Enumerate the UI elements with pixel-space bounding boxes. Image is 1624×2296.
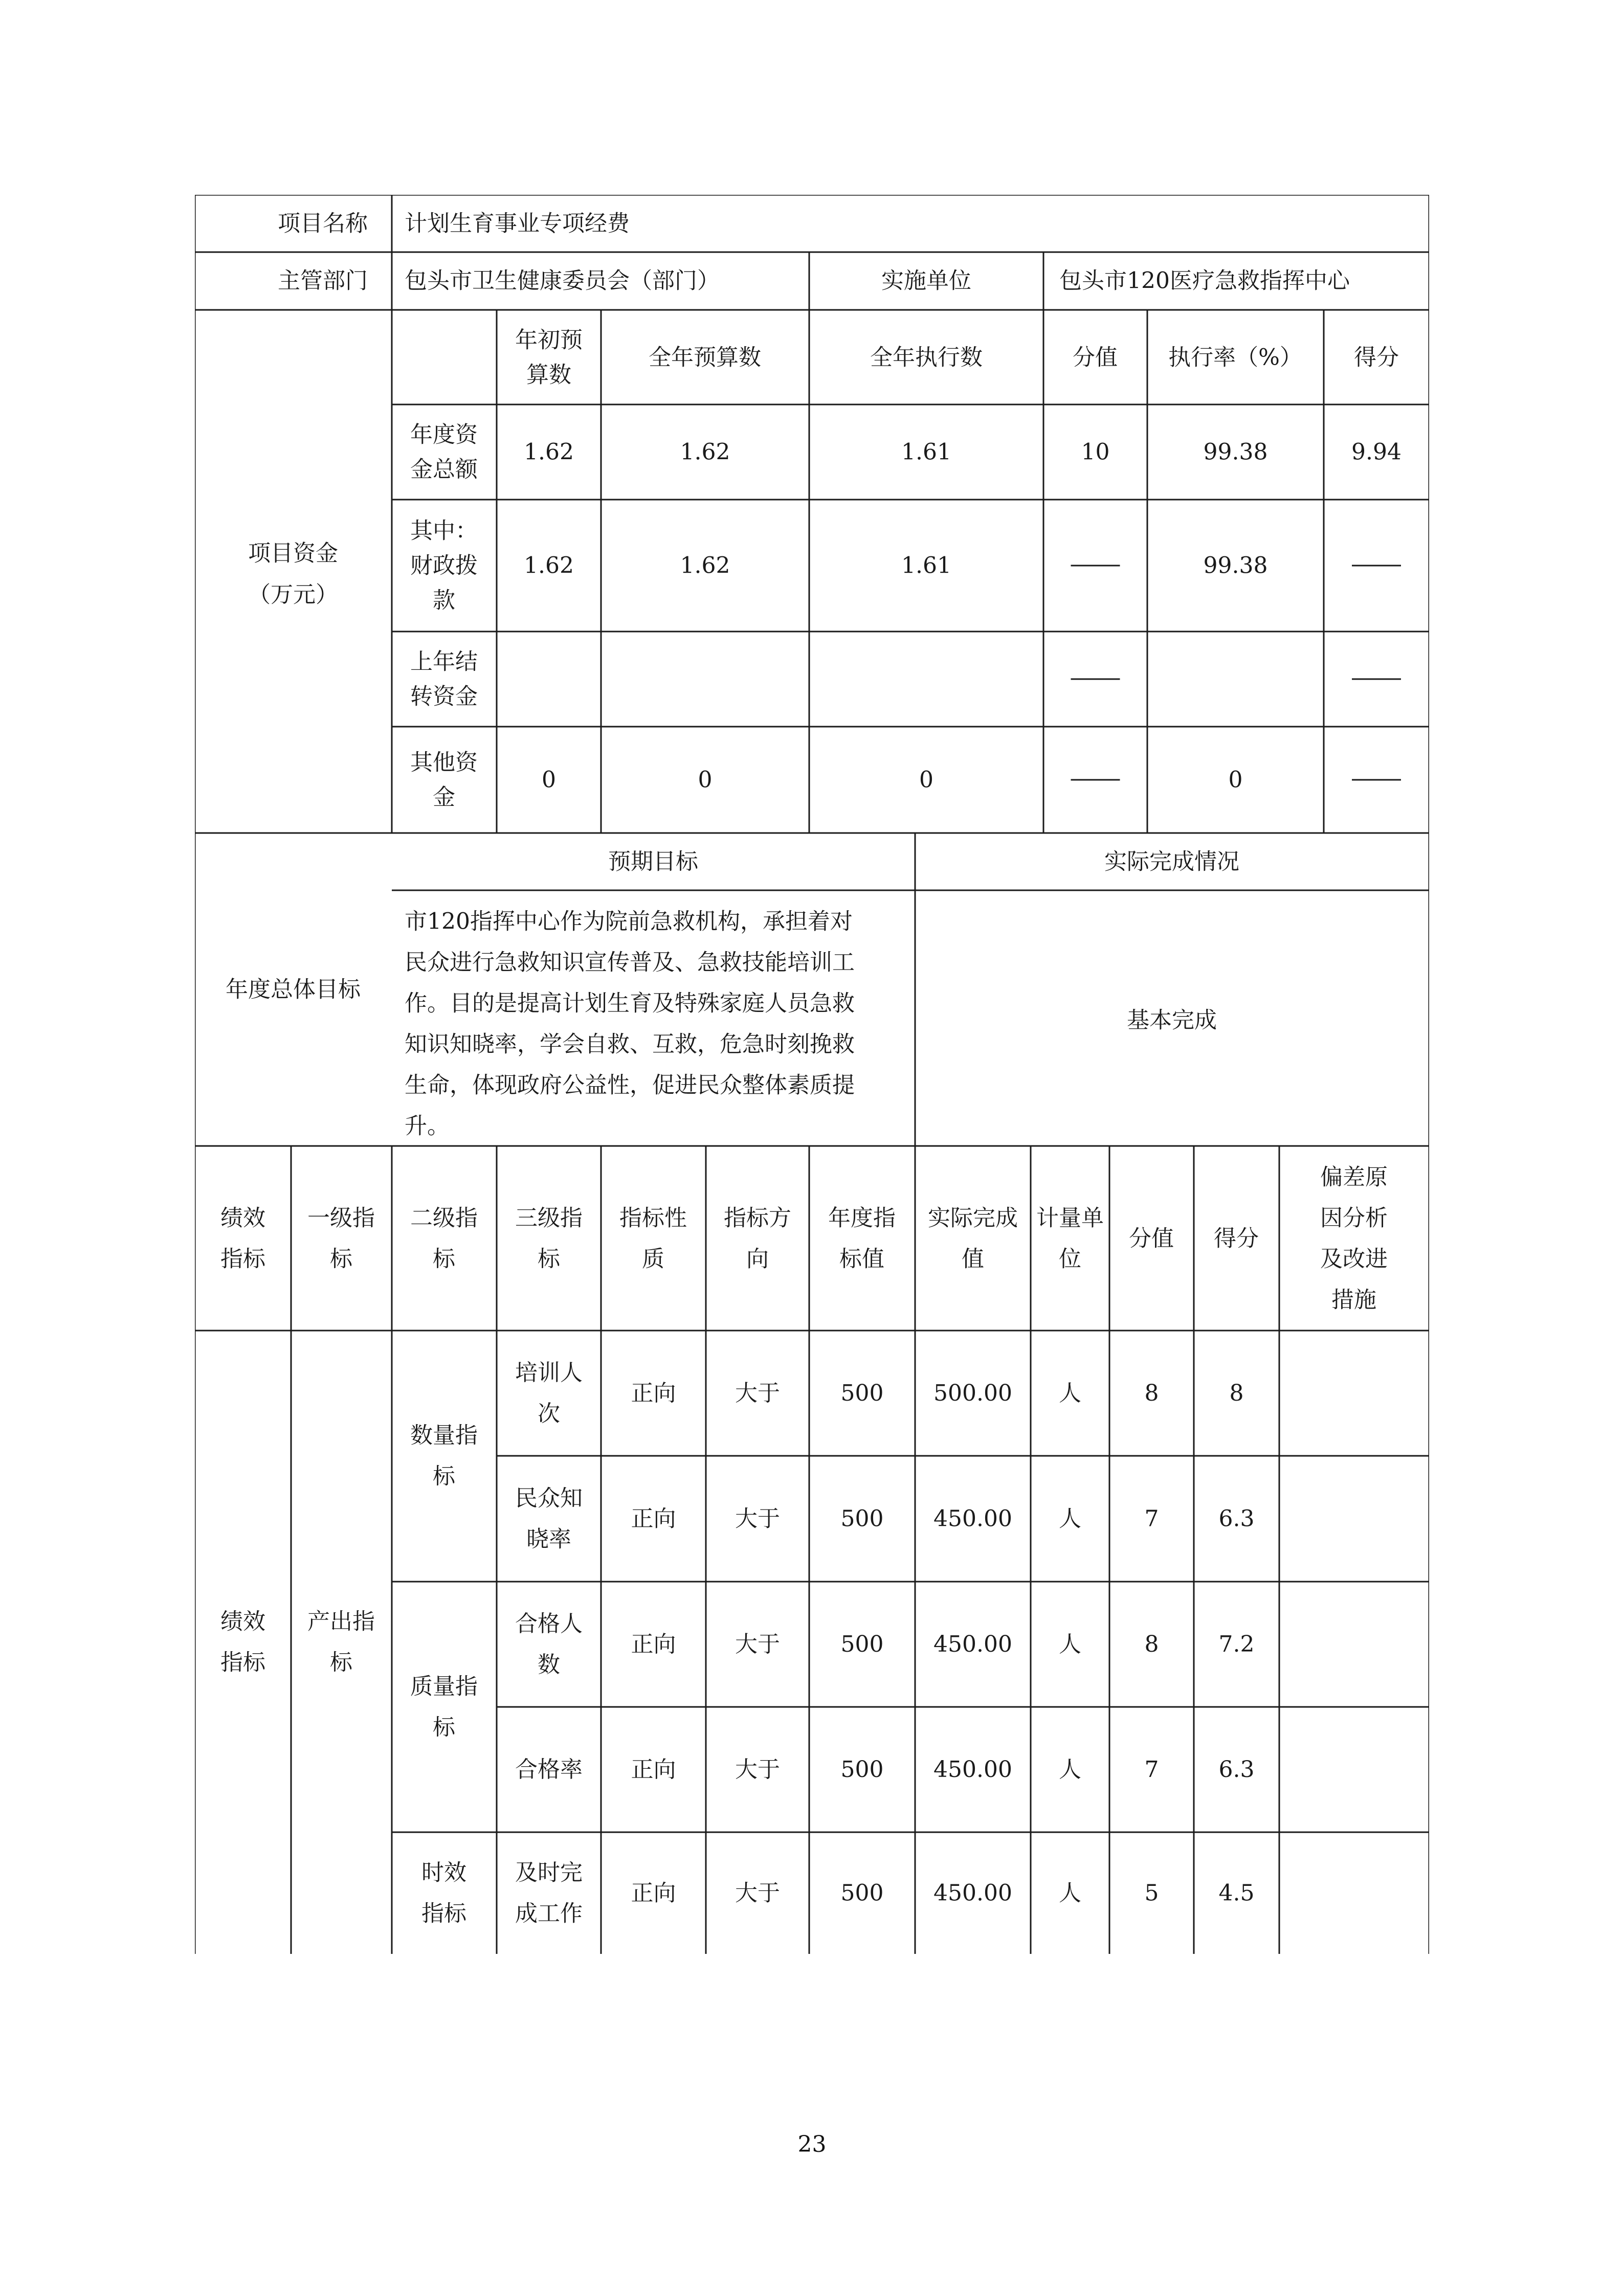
- indicator-cell-nature: 正向: [631, 1505, 676, 1532]
- funds-label-line: （万元）: [248, 581, 338, 608]
- level3-indicator: 成工作: [515, 1900, 583, 1927]
- fund-cell-initial: 1.62: [524, 552, 574, 579]
- indicator-cell-unit: 人: [1059, 1880, 1081, 1906]
- hdr-level3: 标: [538, 1246, 560, 1272]
- fund-row-label: 其中：: [410, 517, 478, 544]
- indicator-cell-unit: 人: [1059, 1757, 1081, 1783]
- indicator-cell-score: 4.5: [1218, 1880, 1255, 1906]
- indicator-cell-direction: 大于: [735, 1880, 780, 1906]
- hdr-level1: 标: [330, 1246, 352, 1272]
- indicator-cell-direction: 大于: [735, 1757, 780, 1783]
- indicator-cell-target: 500: [840, 1880, 884, 1906]
- hdr-unit: 计量单: [1036, 1205, 1104, 1231]
- fund-cell-initial: 0: [542, 767, 556, 793]
- indicator-cell-target: 500: [840, 1757, 884, 1783]
- indicator-cell-target: 500: [840, 1505, 884, 1532]
- level3-indicator: 合格率: [515, 1757, 583, 1783]
- indicator-cell-score: 7.2: [1218, 1631, 1255, 1657]
- hdr-direction: 向: [746, 1246, 769, 1272]
- hdr-perf: 指标: [220, 1246, 265, 1272]
- fund-cell-rate: 99.38: [1203, 439, 1268, 465]
- hdr-level2: 标: [433, 1246, 455, 1272]
- indicator-cell-score: 6.3: [1218, 1505, 1255, 1532]
- goal-line: 民众进行急救知识宣传普及、急救技能培训工: [405, 949, 855, 976]
- col-annual-budget: 全年预算数: [649, 344, 761, 371]
- level3-indicator: 及时完: [515, 1859, 583, 1886]
- fund-cell-score: 9.94: [1351, 439, 1401, 465]
- goal-line: 作。目的是提高计划生育及特殊家庭人员急救: [405, 990, 855, 1017]
- indicator-cell-actual: 450.00: [933, 1880, 1012, 1906]
- timeliness-indicator-label: 时效: [421, 1859, 466, 1886]
- perf-label: 指标: [220, 1649, 265, 1676]
- fund-cell-executed: 0: [919, 767, 933, 793]
- hdr-level2: 二级指: [410, 1205, 478, 1231]
- col-execution-rate: 执行率（%）: [1168, 344, 1302, 371]
- col-score-value: 分值: [1073, 344, 1118, 371]
- level3-indicator: 次: [538, 1401, 560, 1427]
- hdr-target: 年度指: [828, 1205, 896, 1231]
- page-number: 23: [797, 2131, 827, 2157]
- hdr-nature: 指标性: [619, 1205, 687, 1231]
- funds-column-headers: [515, 327, 1399, 388]
- indicator-cell-unit: 人: [1059, 1631, 1081, 1657]
- department: 包头市卫生健康委员会（部门）: [405, 267, 720, 294]
- hdr-deviation: 偏差原: [1320, 1164, 1388, 1190]
- level3-indicator: 合格人: [515, 1611, 583, 1637]
- hdr-target: 标值: [839, 1246, 884, 1272]
- hdr-actual: 实际完成: [928, 1205, 1018, 1231]
- fund-row-label: 财政拨: [410, 552, 478, 579]
- hdr-score-value: 分值: [1129, 1225, 1174, 1252]
- goal-line: 生命，体现政府公益性，促进民众整体素质提: [405, 1072, 855, 1098]
- fund-row-label: 转资金: [410, 683, 478, 710]
- hdr-nature: 质: [642, 1246, 664, 1272]
- hdr-direction: 指标方: [724, 1205, 791, 1231]
- indicator-headers: [220, 1164, 1388, 1313]
- indicator-cell-direction: 大于: [735, 1631, 780, 1657]
- indicator-cell-score-value: 8: [1144, 1631, 1159, 1657]
- hdr-unit: 位: [1059, 1246, 1081, 1272]
- indicator-cell-nature: 正向: [631, 1631, 676, 1657]
- indicator-cell-score: 6.3: [1218, 1757, 1255, 1783]
- fund-cell-rate: 99.38: [1203, 552, 1268, 579]
- goal-line: 升。: [405, 1113, 450, 1139]
- project-name: 计划生育事业专项经费: [405, 210, 630, 237]
- indicator-cell-direction: 大于: [735, 1380, 780, 1406]
- hdr-deviation: 及改进: [1320, 1246, 1388, 1272]
- fund-cell-annual: 0: [698, 767, 713, 793]
- level3-indicator: 民众知: [515, 1485, 583, 1512]
- fund-cell-executed: 1.61: [901, 552, 951, 579]
- indicator-cell-unit: 人: [1059, 1380, 1081, 1406]
- indicator-cell-unit: 人: [1059, 1505, 1081, 1532]
- indicator-cell-actual: 500.00: [933, 1380, 1012, 1406]
- expected-goal-text: [405, 909, 855, 1139]
- fund-cell-score-value: 10: [1081, 439, 1110, 465]
- col-score: 得分: [1354, 344, 1399, 371]
- timeliness-indicator-label: 指标: [421, 1900, 466, 1927]
- indicator-cell-score: 8: [1229, 1380, 1244, 1406]
- fund-cell-annual: 1.62: [680, 439, 730, 465]
- indicator-cell-direction: 大于: [735, 1505, 780, 1532]
- indicator-cell-target: 500: [840, 1380, 884, 1406]
- quality-indicator-label: 标: [433, 1714, 455, 1741]
- hdr-score: 得分: [1214, 1225, 1259, 1252]
- actual-completion: 基本完成: [1127, 1007, 1217, 1033]
- indicator-cell-actual: 450.00: [933, 1631, 1012, 1657]
- quality-indicator-label: 质量指: [410, 1673, 478, 1700]
- goal-line: 市120指挥中心作为院前急救机构，承担着对: [405, 908, 853, 935]
- level3-indicator: 晓率: [526, 1526, 571, 1552]
- indicator-cell-score-value: 5: [1144, 1880, 1159, 1906]
- indicator-cell-target: 500: [840, 1631, 884, 1657]
- indicator-cell-actual: 450.00: [933, 1505, 1012, 1532]
- quantity-indicator-label: 数量指: [410, 1422, 478, 1449]
- goals-section-label: 年度总体目标: [226, 976, 361, 1003]
- indicator-cell-actual: 450.00: [933, 1757, 1012, 1783]
- indicator-cell-score-value: 8: [1144, 1380, 1159, 1406]
- indicator-merged-labels: [220, 1423, 478, 1927]
- fund-row-label: 年度资: [410, 421, 478, 448]
- col-initial-budget: 年初预: [515, 327, 583, 353]
- fund-cell-rate: 0: [1228, 767, 1243, 793]
- indicator-rows: [515, 1360, 1254, 1927]
- perf-label: 绩效: [220, 1608, 265, 1635]
- quantity-indicator-label: 标: [433, 1463, 455, 1490]
- col-initial-budget: 算数: [526, 362, 571, 388]
- hdr-level3: 三级指: [515, 1205, 583, 1231]
- funds-section-label: [248, 541, 338, 608]
- expected-goal-header: 预期目标: [608, 848, 698, 875]
- fund-row-label: 款: [433, 587, 455, 614]
- fund-row-label: 上年结: [410, 648, 478, 675]
- indicator-cell-score-value: 7: [1144, 1505, 1159, 1532]
- indicator-cell-nature: 正向: [631, 1757, 676, 1783]
- fund-row-label: 金总额: [410, 456, 478, 483]
- project-name-label: 项目名称: [278, 210, 368, 237]
- output-indicator-label: 产出指: [307, 1608, 375, 1635]
- hdr-level1: 一级指: [307, 1205, 375, 1231]
- indicator-cell-nature: 正向: [631, 1380, 676, 1406]
- output-indicator-label: 标: [330, 1649, 352, 1676]
- fund-cell-annual: 1.62: [680, 552, 730, 579]
- funds-label-line: 项目资金: [248, 540, 338, 567]
- hdr-perf: 绩效: [220, 1205, 265, 1231]
- fund-cell-executed: 1.61: [901, 439, 951, 465]
- col-executed: 全年执行数: [870, 344, 983, 371]
- unit-label: 实施单位: [881, 267, 971, 294]
- fund-cell-initial: 1.62: [524, 439, 574, 465]
- indicator-cell-nature: 正向: [631, 1880, 676, 1906]
- indicator-cell-score-value: 7: [1144, 1757, 1159, 1783]
- level3-indicator: 数: [538, 1652, 560, 1678]
- fund-row-label: 金: [433, 784, 455, 811]
- hdr-deviation: 因分析: [1320, 1205, 1388, 1231]
- actual-completion-header: 实际完成情况: [1104, 848, 1239, 875]
- hdr-actual: 值: [962, 1246, 984, 1272]
- fund-row-label: 其他资: [410, 749, 478, 776]
- department-label: 主管部门: [278, 267, 368, 294]
- implementing-unit: 包头市120医疗急救指挥中心: [1059, 267, 1350, 294]
- performance-table: [195, 195, 1429, 1954]
- goal-line: 知识知晓率，学会自救、互救，危急时刻挽救: [405, 1031, 855, 1057]
- hdr-deviation: 措施: [1331, 1287, 1376, 1313]
- level3-indicator: 培训人: [515, 1360, 583, 1386]
- funds-rows: [410, 422, 1401, 811]
